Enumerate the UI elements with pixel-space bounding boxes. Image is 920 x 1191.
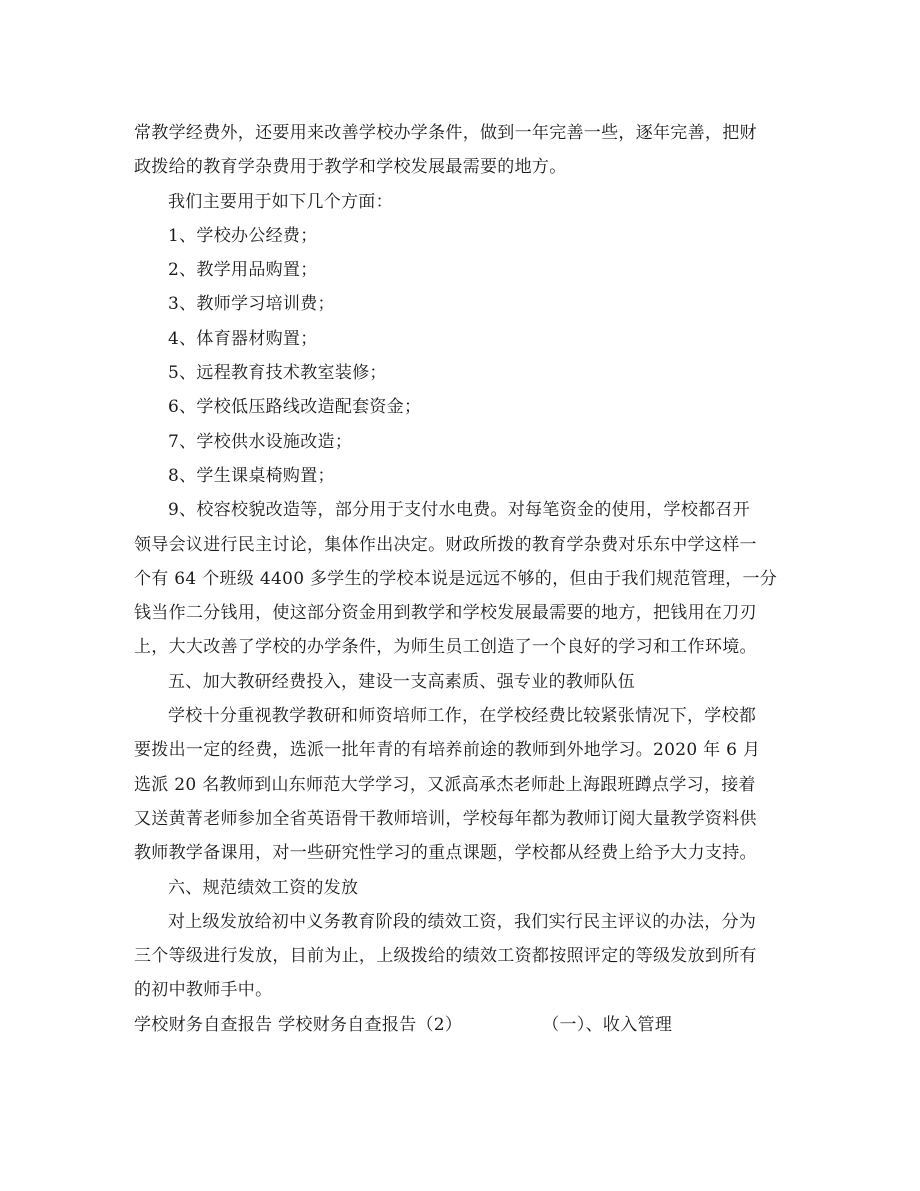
text-line: 2、教学用品购置；: [168, 260, 318, 281]
text-line: 6、学校低压路线改造配套资金；: [168, 397, 422, 418]
text-line: 1、学校办公经费；: [168, 225, 318, 246]
text-line: 常教学经费外，还要用来改善学校办学条件，做到一年完善一些，逐年完善，把财: [134, 123, 757, 143]
text-line: 我们主要用于如下几个方面：: [168, 191, 393, 212]
text-line: 钱当作二分钱用，使这部分资金用到教学和学校发展最需要的地方，把钱用在刀刃: [134, 603, 757, 624]
text-line: 六、规范绩效工资的发放: [168, 877, 359, 898]
text-line: 7、学校供水设施改造；: [168, 431, 353, 452]
text-line: 的初中教师手中。: [134, 980, 273, 1001]
text-line: 上，大大改善了学校的办学条件，为师生员工创造了一个良好的学习和工作环境。: [134, 637, 757, 658]
text-line: 三个等级进行发放，目前为止，上级拨给的绩效工资都按照评定的等级发放到所有: [134, 946, 757, 967]
text-line: 教师教学备课用，对一些研究性学习的重点课题，学校都从经费上给予大力支持。: [134, 843, 757, 864]
text-line: 4、体育器材购置；: [168, 328, 318, 349]
text-line: 五、加大教研经费投入，建设一支高素质、强专业的教师队伍: [168, 671, 636, 692]
text-line: 选派 20 名教师到山东师范大学学习，又派高承杰老师赴上海跟班蹲点学习，接着: [134, 774, 756, 795]
text-line: 又送黄菁老师参加全省英语骨干教师培训，学校每年都为教师订阅大量教学资料供: [134, 808, 757, 829]
text-line: 领导会议进行民主讨论，集体作出决定。财政所拨的教育学杂费对乐东中学这样一: [134, 534, 757, 555]
text-line: 对上级发放给初中义务教育阶段的绩效工资，我们实行民主评议的办法，分为: [168, 911, 757, 932]
text-line: 5、远程教育技术教室装修；: [168, 363, 387, 384]
footer-section-heading: （一）、收入管理: [542, 1014, 673, 1035]
text-line: 9、校容校貌改造等，部分用于支付水电费。对每笔资金的使用，学校都召开: [168, 500, 751, 521]
text-line: 要拨出一定的经费，选派一批年青的有培养前途的教师到外地学习。2020 年 6 月: [134, 740, 761, 761]
text-line: 政拨给的教育学杂费用于教学和学校发展最需要的地方。: [134, 157, 567, 178]
footer-title: 学校财务自查报告 学校财务自查报告（2）: [134, 1014, 463, 1035]
text-line: 个有 64 个班级 4400 多学生的学校本说是远远不够的，但由于我们规范管理，一分: [134, 568, 778, 589]
document-body: [134, 116, 790, 1042]
text-line: 3、教师学习培训费；: [168, 294, 335, 315]
text-line: 8、学生课桌椅购置；: [168, 465, 335, 486]
text-line: 学校十分重视教学教研和师资培师工作，在学校经费比较紧张情况下，学校都: [168, 706, 757, 727]
footer-line: [134, 1008, 790, 1042]
